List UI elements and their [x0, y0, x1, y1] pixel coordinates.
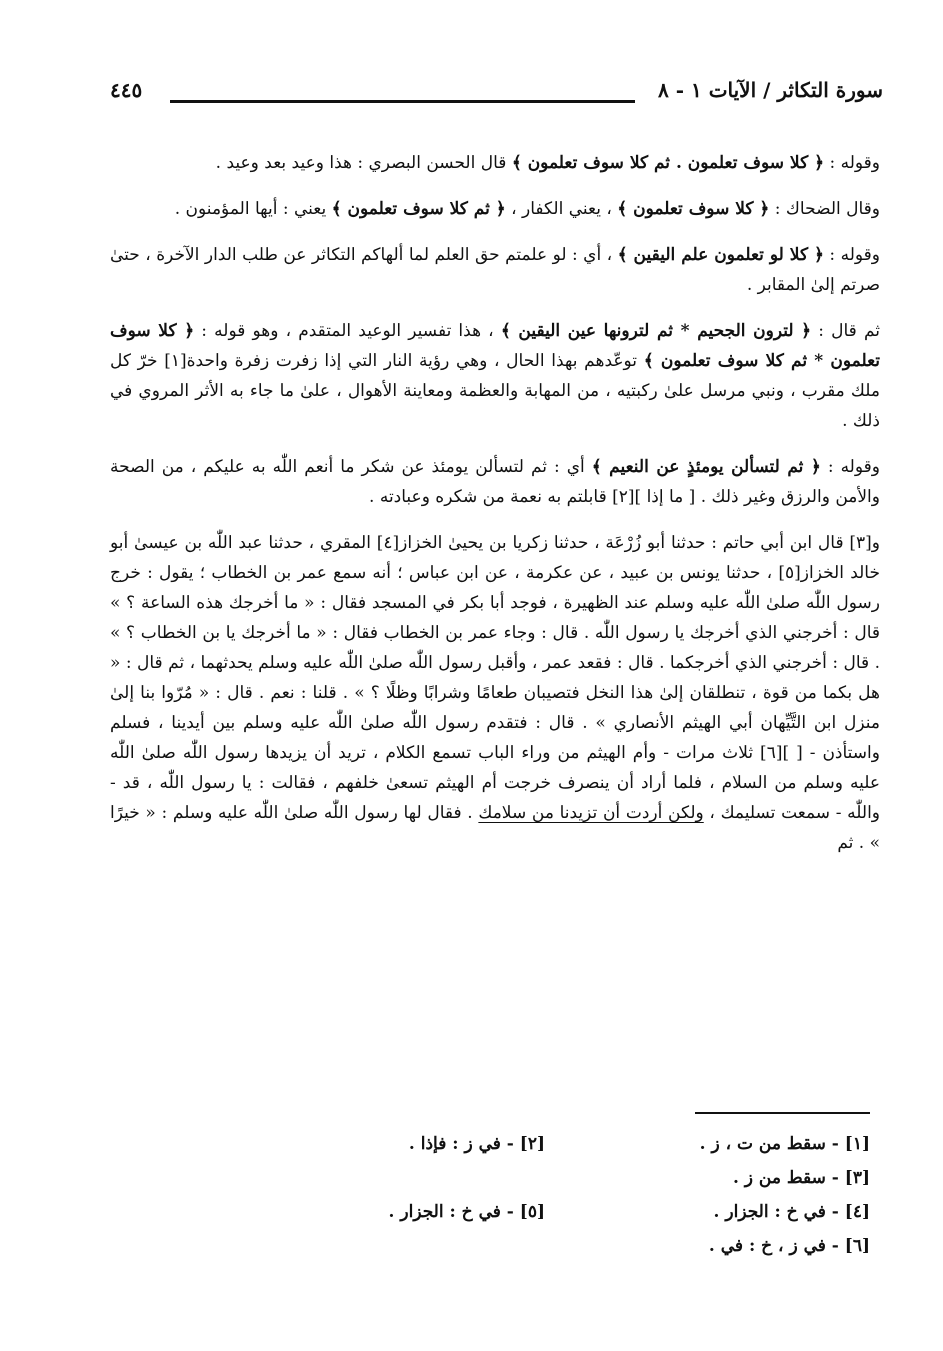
paragraph [110, 240, 880, 300]
footnotes [250, 1132, 870, 1258]
footnote: [٥] - في خ : الجزار . [388, 1202, 545, 1222]
paragraph [110, 316, 880, 436]
paragraph [110, 452, 880, 512]
text-run: أي : ثم لتسألن يومئذ عن شكر ما أنعم اللّٰه به عليكم ، من الصحة والأمن والرزق وغير ذلك . [ ما إذا ][٢] قابلتم به نعمة من شكره وعبادته . [110, 457, 880, 507]
quran-verse: ﴿ كلا سوف تعلمون * ثم كلا سوف تعلمون ﴾ [110, 321, 881, 371]
underlined-text: ولكن أردت أن تزيدنا من سلامك [478, 803, 704, 823]
footnote: [٣] - سقط من ز . [732, 1168, 870, 1188]
text-run: يعني : أيها المؤمنون . [174, 199, 332, 219]
footnote: [٢] - في ز : فإذا . [408, 1134, 545, 1154]
quran-verse: ﴿ ثم لتسألن يومئذٍ عن النعيم ﴾ [591, 457, 821, 477]
body-text [110, 148, 880, 874]
footnote: [١] - سقط من ت ، ز . [699, 1134, 870, 1154]
text-run: ، أي : لو علمتم حق العلم لما ألهاكم التكاثر عن طلب الدار الآخرة ، حتىٰ صرتم إلىٰ المقابر . [110, 245, 880, 295]
page-number: ٤٤٥ [110, 78, 143, 102]
text-run: ثم قال : [811, 321, 880, 341]
paragraph [110, 148, 880, 178]
text-run: وقال الضحاك : [769, 199, 880, 219]
text-run: ، هذا تفسير الوعيد المتقدم ، وهو قوله : [194, 321, 501, 341]
text-run: توعّدهم بهذا الحال ، وهي رؤية النار التي إذا زفرت زفرة واحدة[١] خرّ كل ملك مقرب ، ونبي مرسل علىٰ ركبتيه ، من المهابة والعظمة ومعاينة الأهوال ، علىٰ ما جاء به الأثر المروي في ذلك . [110, 351, 880, 431]
running-title: سورة التكاثر / الآيات ١ - ٨ [658, 78, 883, 102]
quran-verse: ﴿ كلا لو تعلمون علم اليقين ﴾ [617, 245, 824, 265]
text-run: . فقال لها رسول اللّٰه صلىٰ اللّٰه عليه وسلم : « خيرًا » . ثم [110, 803, 880, 853]
quran-verse: ﴿ كلا سوف تعلمون ﴾ [617, 199, 770, 219]
page-header [110, 78, 883, 118]
text-run: ، يعني الكفار ، [505, 199, 618, 219]
text-run: وقوله : [823, 245, 881, 265]
quran-verse: ﴿ لترون الجحيم * ثم لترونها عين اليقين ﴾ [500, 321, 812, 341]
footnote: [٦] - في ز ، خ : في . [708, 1236, 870, 1256]
text-run: وقوله : [824, 153, 880, 173]
quran-verse: ﴿ كلا سوف تعلمون . ثم كلا سوف تعلمون ﴾ [511, 153, 825, 173]
text-run: و[٣] قال ابن أبي حاتم : حدثنا أبو زُرْعَة ، حدثنا زكريا بن يحيىٰ الخزاز[٤] المقري ، حدثنا عبد اللّٰه بن عيسىٰ أبو خالد الخزاز[٥] ، حدثنا يونس بن عبيد ، عن عكرمة ، عن ابن عباس ؛ أنه سمع عمر بن الخطاب ؛ يقول : خرج رسول اللّٰه صلىٰ اللّٰه عليه وسلم عند الظهيرة ، فوجد أبا بكر في المسجد فقال : « ما أخرجك هذه الساعة ؟ » قال : أخرجني الذي أخرجك يا رسول اللّٰه . قال : وجاء عمر بن الخطاب فقال : « ما أخرجك يا بن الخطاب ؟ » . قال : أخرجني الذي أخرجكما . قال : فقعد عمر ، وأقبل رسول اللّٰه صلىٰ اللّٰه عليه وسلم يحدثهما ، ثم قال : « هل بكما من قوة ، تنطلقان إلىٰ هذا النخل فتصيبان طعامًا وشرابًا وظلًا ؟ » . قلنا : نعم . قال : « مُرّوا بنا إلىٰ منزل ابن التَّيِّهان أبي الهيثم الأنصاري » . قال : فتقدم رسول اللّٰه صلىٰ اللّٰه عليه وسلم بين أيدينا ، فسلم واستأذن - [ ][٦] ثلاث مرات - وأم الهيثم من وراء الباب تسمع الكلام ، تريد أن يزيدها رسول اللّٰه صلىٰ اللّٰه عليه وسلم من السلام ، فلما أراد أن ينصرف خرجت أم الهيثم تسعىٰ خلفهم ، فقالت : يا رسول اللّٰه ، قد - واللّٰه - سمعت تسليمك ، [110, 533, 880, 823]
footnote-rule [695, 1112, 870, 1114]
paragraph [110, 528, 880, 858]
header-rule [170, 100, 635, 103]
text-run: قال الحسن البصري : هذا وعيد بعد وعيد . [215, 153, 512, 173]
text-run: وقوله : [820, 457, 880, 477]
quran-verse: ﴿ ثم كلا سوف تعلمون ﴾ [331, 199, 506, 219]
footnote: [٤] - في خ : الجزار . [713, 1202, 870, 1222]
paragraph [110, 194, 880, 224]
